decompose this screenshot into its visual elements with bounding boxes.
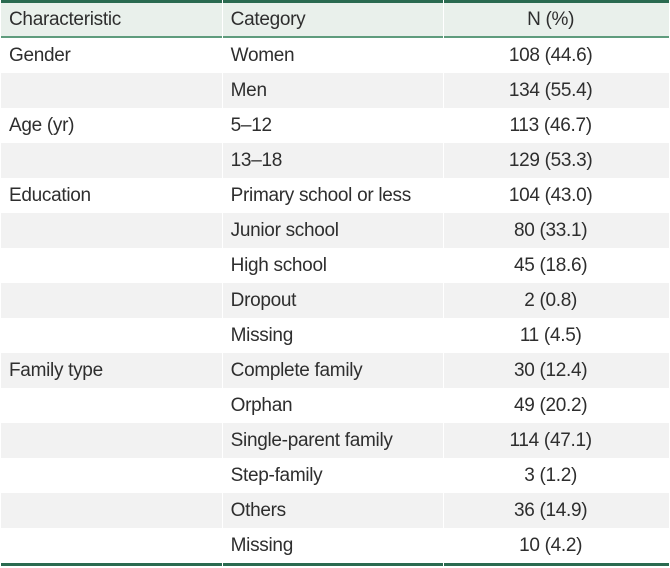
table-row bbox=[1, 493, 669, 528]
cell-category: 5–12 bbox=[223, 108, 444, 143]
cell-characteristic: Family type bbox=[1, 353, 222, 388]
cell-n-percent: 11 (4.5) bbox=[444, 318, 669, 353]
table-row bbox=[1, 458, 669, 493]
cell-n-percent: 30 (12.4) bbox=[444, 353, 669, 388]
cell-characteristic bbox=[1, 528, 222, 566]
cell-n-percent: 36 (14.9) bbox=[444, 493, 669, 528]
cell-category: Missing bbox=[223, 528, 444, 566]
header-category: Category bbox=[223, 0, 444, 38]
cell-category: Dropout bbox=[223, 283, 444, 318]
cell-n-percent: 129 (53.3) bbox=[444, 143, 669, 178]
cell-n-percent: 45 (18.6) bbox=[444, 248, 669, 283]
table-row bbox=[1, 528, 669, 566]
table-row bbox=[1, 38, 669, 73]
cell-characteristic bbox=[1, 423, 222, 458]
cell-characteristic: Education bbox=[1, 178, 222, 213]
cell-category: Single-parent family bbox=[223, 423, 444, 458]
cell-category: 13–18 bbox=[223, 143, 444, 178]
cell-characteristic bbox=[1, 318, 222, 353]
cell-category: Primary school or less bbox=[223, 178, 444, 213]
cell-category: Men bbox=[223, 73, 444, 108]
table-row bbox=[1, 353, 669, 388]
cell-characteristic bbox=[1, 458, 222, 493]
cell-characteristic bbox=[1, 143, 222, 178]
header-row bbox=[1, 0, 669, 38]
table-body bbox=[1, 38, 669, 566]
cell-characteristic bbox=[1, 283, 222, 318]
table-row bbox=[1, 73, 669, 108]
cell-n-percent: 108 (44.6) bbox=[444, 38, 669, 73]
cell-characteristic: Gender bbox=[1, 38, 222, 73]
cell-n-percent: 114 (47.1) bbox=[444, 423, 669, 458]
cell-n-percent: 2 (0.8) bbox=[444, 283, 669, 318]
cell-category: High school bbox=[223, 248, 444, 283]
header-characteristic: Characteristic bbox=[1, 0, 222, 38]
cell-category: Women bbox=[223, 38, 444, 73]
table-row bbox=[1, 318, 669, 353]
cell-characteristic bbox=[1, 493, 222, 528]
header-n-percent: N (%) bbox=[444, 0, 669, 38]
cell-n-percent: 49 (20.2) bbox=[444, 388, 669, 423]
cell-n-percent: 104 (43.0) bbox=[444, 178, 669, 213]
cell-n-percent: 80 (33.1) bbox=[444, 213, 669, 248]
cell-category: Others bbox=[223, 493, 444, 528]
table-row bbox=[1, 248, 669, 283]
cell-n-percent: 113 (46.7) bbox=[444, 108, 669, 143]
cell-characteristic bbox=[1, 248, 222, 283]
cell-category: Junior school bbox=[223, 213, 444, 248]
cell-n-percent: 134 (55.4) bbox=[444, 73, 669, 108]
table-row bbox=[1, 213, 669, 248]
cell-characteristic bbox=[1, 73, 222, 108]
cell-category: Orphan bbox=[223, 388, 444, 423]
table-row bbox=[1, 283, 669, 318]
cell-characteristic bbox=[1, 388, 222, 423]
cell-n-percent: 3 (1.2) bbox=[444, 458, 669, 493]
cell-characteristic: Age (yr) bbox=[1, 108, 222, 143]
cell-category: Missing bbox=[223, 318, 444, 353]
table-row bbox=[1, 388, 669, 423]
cell-characteristic bbox=[1, 213, 222, 248]
table-row bbox=[1, 108, 669, 143]
cell-category: Complete family bbox=[223, 353, 444, 388]
table-row bbox=[1, 143, 669, 178]
table-header bbox=[1, 0, 669, 38]
cell-category: Step-family bbox=[223, 458, 444, 493]
table-row bbox=[1, 178, 669, 213]
table-row bbox=[1, 423, 669, 458]
cell-n-percent: 10 (4.2) bbox=[444, 528, 669, 566]
